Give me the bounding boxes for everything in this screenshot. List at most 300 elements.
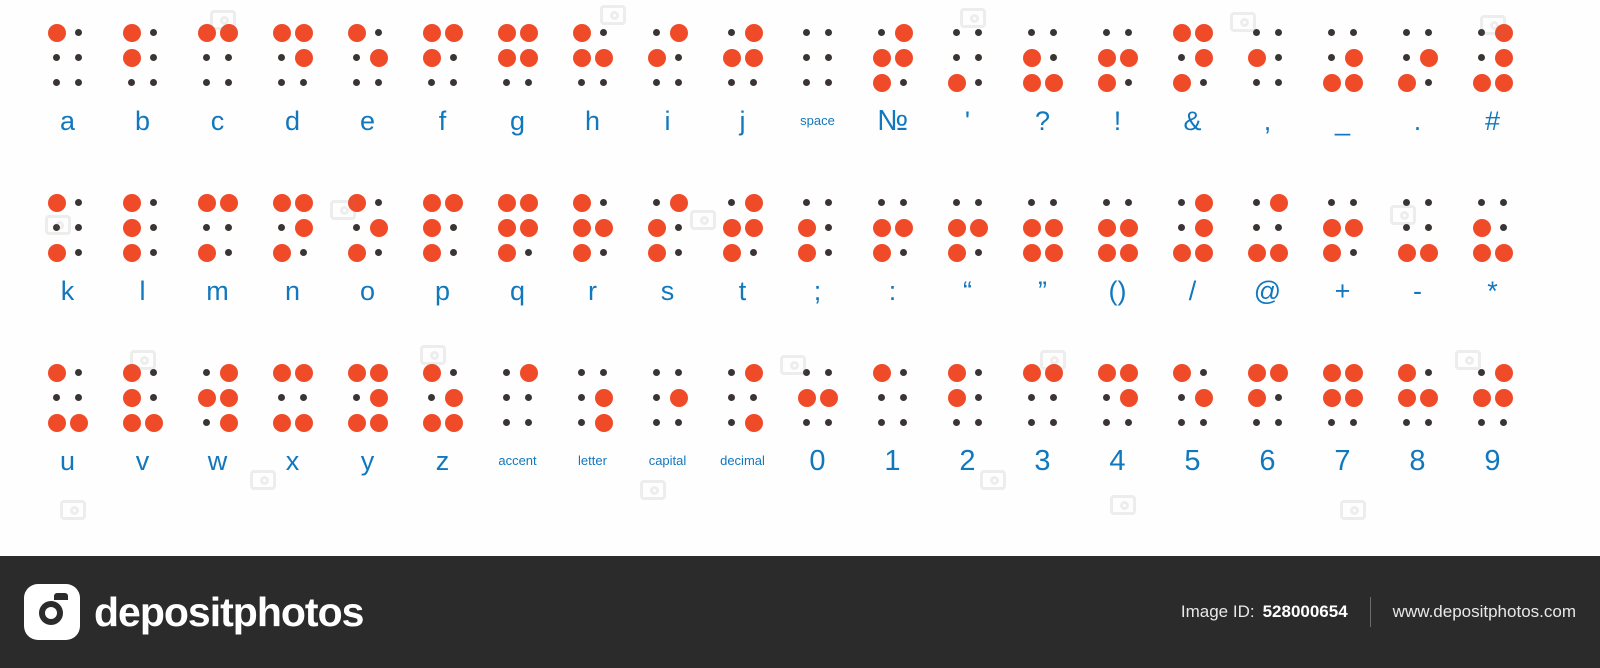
braille-dot-flat bbox=[1350, 419, 1357, 426]
braille-dot-flat bbox=[728, 419, 735, 426]
braille-cell-label: + bbox=[1334, 276, 1351, 306]
braille-dot-raised bbox=[1270, 194, 1288, 212]
braille-dot-raised bbox=[948, 219, 966, 237]
braille-cell-label: 8 bbox=[1409, 445, 1426, 477]
braille-cell-label: h bbox=[584, 106, 601, 136]
camera-icon bbox=[24, 584, 80, 640]
braille-dot-raised bbox=[123, 24, 141, 42]
braille-dot-raised bbox=[1195, 24, 1213, 42]
braille-dot-flat bbox=[203, 369, 210, 376]
braille-cell-label: 9 bbox=[1484, 445, 1501, 477]
braille-cell-label: space bbox=[800, 113, 835, 128]
braille-dot-flat bbox=[600, 29, 607, 36]
braille-dot-flat bbox=[1275, 29, 1282, 36]
braille-dot-raised bbox=[1345, 49, 1363, 67]
braille-dot-flat bbox=[1050, 54, 1057, 61]
braille-dot-raised bbox=[595, 49, 613, 67]
braille-dot-raised bbox=[370, 364, 388, 382]
braille-cell-label: & bbox=[1183, 106, 1202, 136]
braille-dot-flat bbox=[1125, 29, 1132, 36]
braille-dot-flat bbox=[75, 29, 82, 36]
braille-cell bbox=[330, 360, 405, 484]
braille-dot-raised bbox=[498, 244, 516, 262]
braille-dot-raised bbox=[1173, 364, 1191, 382]
braille-dots bbox=[46, 190, 90, 268]
braille-cell bbox=[1005, 190, 1080, 314]
braille-cell bbox=[705, 190, 780, 314]
braille-dot-flat bbox=[1028, 29, 1035, 36]
braille-dot-flat bbox=[150, 29, 157, 36]
braille-dot-raised bbox=[123, 244, 141, 262]
braille-dot-raised bbox=[273, 364, 291, 382]
braille-dot-flat bbox=[975, 199, 982, 206]
braille-dot-raised bbox=[1270, 364, 1288, 382]
braille-dot-raised bbox=[48, 414, 66, 432]
braille-dot-flat bbox=[150, 394, 157, 401]
braille-dot-raised bbox=[1098, 219, 1116, 237]
braille-dot-flat bbox=[1200, 369, 1207, 376]
braille-dot-raised bbox=[798, 244, 816, 262]
braille-dot-raised bbox=[723, 244, 741, 262]
braille-dot-raised bbox=[273, 414, 291, 432]
braille-dot-raised bbox=[1098, 49, 1116, 67]
braille-dot-flat bbox=[525, 419, 532, 426]
braille-dot-raised bbox=[220, 414, 238, 432]
braille-dot-raised bbox=[1023, 49, 1041, 67]
braille-dot-flat bbox=[1178, 199, 1185, 206]
braille-dot-raised bbox=[1473, 74, 1491, 92]
braille-dot-raised bbox=[873, 219, 891, 237]
braille-cell bbox=[1380, 360, 1455, 484]
braille-dot-raised bbox=[198, 244, 216, 262]
braille-cell-label: capital bbox=[648, 453, 687, 468]
site-url: www.depositphotos.com bbox=[1392, 602, 1576, 621]
braille-dots bbox=[1021, 20, 1065, 98]
braille-dot-flat bbox=[150, 199, 157, 206]
braille-dot-raised bbox=[348, 364, 366, 382]
braille-dots bbox=[646, 20, 690, 98]
braille-dot-flat bbox=[1403, 199, 1410, 206]
braille-cell bbox=[1230, 20, 1305, 144]
braille-dot-raised bbox=[423, 244, 441, 262]
braille-cell-label: # bbox=[1484, 106, 1501, 136]
braille-dot-flat bbox=[653, 419, 660, 426]
braille-dot-raised bbox=[1045, 219, 1063, 237]
braille-dot-raised bbox=[445, 414, 463, 432]
braille-dot-flat bbox=[128, 79, 135, 86]
braille-cell bbox=[1080, 20, 1155, 144]
braille-cell-label: g bbox=[509, 106, 526, 136]
braille-dot-flat bbox=[1478, 29, 1485, 36]
braille-dots bbox=[646, 190, 690, 268]
braille-cell bbox=[1380, 190, 1455, 314]
braille-cell bbox=[930, 20, 1005, 144]
braille-dot-flat bbox=[1125, 199, 1132, 206]
braille-dot-raised bbox=[1495, 74, 1513, 92]
braille-cell bbox=[780, 360, 855, 484]
braille-dot-raised bbox=[948, 244, 966, 262]
braille-dot-flat bbox=[1103, 394, 1110, 401]
braille-dot-raised bbox=[1195, 219, 1213, 237]
braille-dot-raised bbox=[1473, 389, 1491, 407]
braille-dot-flat bbox=[600, 369, 607, 376]
braille-dot-flat bbox=[1178, 419, 1185, 426]
braille-dot-raised bbox=[1420, 244, 1438, 262]
braille-dot-flat bbox=[225, 54, 232, 61]
braille-cell-label: ? bbox=[1034, 106, 1051, 136]
braille-dots bbox=[946, 20, 990, 98]
braille-dot-raised bbox=[745, 24, 763, 42]
braille-dot-raised bbox=[1195, 194, 1213, 212]
braille-dot-flat bbox=[150, 249, 157, 256]
braille-dots bbox=[946, 360, 990, 438]
braille-cell bbox=[1305, 190, 1380, 314]
braille-cell-label: ” bbox=[1038, 276, 1047, 306]
braille-dots bbox=[496, 360, 540, 438]
braille-dot-flat bbox=[975, 394, 982, 401]
braille-cell bbox=[630, 190, 705, 314]
braille-cell-label: 0 bbox=[809, 445, 826, 477]
braille-cell-label: / bbox=[1188, 276, 1197, 306]
braille-dot-flat bbox=[825, 79, 832, 86]
braille-dot-flat bbox=[1275, 394, 1282, 401]
braille-cell bbox=[105, 360, 180, 484]
braille-dot-raised bbox=[48, 24, 66, 42]
braille-cell-label: v bbox=[135, 446, 150, 476]
braille-dot-raised bbox=[1195, 244, 1213, 262]
braille-dots bbox=[1096, 20, 1140, 98]
braille-dot-raised bbox=[1098, 74, 1116, 92]
braille-dots bbox=[1246, 20, 1290, 98]
braille-dots bbox=[646, 360, 690, 438]
braille-dot-raised bbox=[1248, 244, 1266, 262]
braille-dots bbox=[346, 360, 390, 438]
braille-dot-raised bbox=[370, 49, 388, 67]
braille-row bbox=[0, 20, 1600, 144]
braille-dot-raised bbox=[1120, 364, 1138, 382]
braille-dot-flat bbox=[1425, 79, 1432, 86]
braille-dot-flat bbox=[675, 249, 682, 256]
braille-dot-raised bbox=[1120, 219, 1138, 237]
braille-dot-flat bbox=[975, 54, 982, 61]
braille-dots bbox=[121, 190, 165, 268]
braille-dot-flat bbox=[53, 224, 60, 231]
braille-dot-flat bbox=[878, 394, 885, 401]
braille-cell bbox=[1380, 20, 1455, 144]
braille-dot-raised bbox=[1023, 74, 1041, 92]
braille-dot-raised bbox=[745, 219, 763, 237]
braille-cell bbox=[555, 190, 630, 314]
braille-dot-flat bbox=[75, 224, 82, 231]
braille-cell bbox=[1230, 360, 1305, 484]
braille-cell-label: : bbox=[888, 276, 897, 306]
braille-dots bbox=[346, 190, 390, 268]
braille-dot-flat bbox=[450, 54, 457, 61]
braille-dots bbox=[1246, 190, 1290, 268]
braille-cell bbox=[30, 190, 105, 314]
braille-dot-flat bbox=[675, 79, 682, 86]
braille-dot-raised bbox=[1248, 49, 1266, 67]
braille-dot-flat bbox=[1253, 79, 1260, 86]
braille-cell-label: j bbox=[739, 106, 746, 136]
braille-dot-raised bbox=[123, 414, 141, 432]
braille-dot-flat bbox=[1050, 394, 1057, 401]
braille-dot-flat bbox=[728, 369, 735, 376]
braille-dot-flat bbox=[1328, 199, 1335, 206]
braille-dot-flat bbox=[975, 249, 982, 256]
braille-dot-raised bbox=[745, 414, 763, 432]
braille-dot-flat bbox=[578, 79, 585, 86]
braille-dot-flat bbox=[225, 224, 232, 231]
braille-dot-raised bbox=[1098, 364, 1116, 382]
braille-cell-label: ! bbox=[1113, 106, 1122, 136]
braille-dot-flat bbox=[1425, 369, 1432, 376]
braille-dot-flat bbox=[803, 79, 810, 86]
braille-dot-flat bbox=[825, 224, 832, 231]
braille-dot-flat bbox=[975, 419, 982, 426]
braille-dot-raised bbox=[348, 194, 366, 212]
braille-dot-flat bbox=[450, 369, 457, 376]
braille-cell bbox=[105, 190, 180, 314]
braille-dot-flat bbox=[1403, 224, 1410, 231]
braille-dot-raised bbox=[873, 49, 891, 67]
braille-dot-flat bbox=[825, 199, 832, 206]
braille-cell-label: k bbox=[60, 276, 75, 306]
braille-dot-raised bbox=[573, 194, 591, 212]
braille-dot-flat bbox=[1328, 29, 1335, 36]
braille-dots bbox=[796, 190, 840, 268]
braille-dot-raised bbox=[70, 414, 88, 432]
braille-dot-raised bbox=[1345, 219, 1363, 237]
braille-dot-flat bbox=[1178, 224, 1185, 231]
braille-dot-flat bbox=[1103, 199, 1110, 206]
braille-dot-flat bbox=[578, 394, 585, 401]
braille-dot-flat bbox=[975, 29, 982, 36]
braille-cell-label: x bbox=[285, 446, 300, 476]
braille-dots bbox=[271, 360, 315, 438]
braille-dot-raised bbox=[595, 414, 613, 432]
braille-dot-raised bbox=[895, 219, 913, 237]
braille-dot-raised bbox=[948, 364, 966, 382]
braille-dot-flat bbox=[653, 79, 660, 86]
braille-cell bbox=[855, 360, 930, 484]
braille-dot-raised bbox=[1473, 219, 1491, 237]
braille-dot-flat bbox=[1478, 54, 1485, 61]
braille-cell bbox=[1005, 20, 1080, 144]
braille-dot-raised bbox=[273, 244, 291, 262]
braille-dot-flat bbox=[803, 54, 810, 61]
braille-cell bbox=[1455, 190, 1530, 314]
braille-dot-raised bbox=[745, 364, 763, 382]
braille-dot-raised bbox=[1120, 49, 1138, 67]
braille-dot-flat bbox=[353, 224, 360, 231]
braille-dot-flat bbox=[953, 199, 960, 206]
braille-cell-label: e bbox=[359, 106, 376, 136]
braille-dot-raised bbox=[498, 49, 516, 67]
braille-dot-raised bbox=[48, 194, 66, 212]
braille-dot-flat bbox=[1028, 419, 1035, 426]
braille-dot-flat bbox=[578, 419, 585, 426]
braille-dots bbox=[871, 360, 915, 438]
braille-dot-flat bbox=[1500, 224, 1507, 231]
braille-dot-raised bbox=[498, 219, 516, 237]
braille-dots bbox=[346, 20, 390, 98]
braille-dot-flat bbox=[600, 199, 607, 206]
braille-dot-raised bbox=[423, 24, 441, 42]
braille-dot-raised bbox=[1248, 389, 1266, 407]
watermark-camera-icon bbox=[60, 500, 86, 520]
braille-dot-flat bbox=[1425, 29, 1432, 36]
braille-dot-flat bbox=[953, 29, 960, 36]
footer-meta bbox=[1181, 597, 1576, 627]
braille-dot-raised bbox=[123, 219, 141, 237]
braille-dot-raised bbox=[1195, 389, 1213, 407]
braille-dot-flat bbox=[1125, 79, 1132, 86]
braille-dot-raised bbox=[198, 389, 216, 407]
braille-dots bbox=[271, 20, 315, 98]
braille-dot-raised bbox=[520, 24, 538, 42]
braille-dot-raised bbox=[820, 389, 838, 407]
braille-dot-flat bbox=[428, 394, 435, 401]
braille-dot-raised bbox=[670, 389, 688, 407]
braille-cell-label: i bbox=[664, 106, 671, 136]
braille-dot-raised bbox=[1323, 244, 1341, 262]
braille-dots bbox=[1471, 20, 1515, 98]
braille-dots bbox=[946, 190, 990, 268]
braille-dot-flat bbox=[600, 79, 607, 86]
braille-dots bbox=[1321, 360, 1365, 438]
braille-dots bbox=[1471, 360, 1515, 438]
brand-name: depositphotos bbox=[94, 588, 364, 635]
braille-dot-raised bbox=[745, 49, 763, 67]
braille-dot-flat bbox=[150, 369, 157, 376]
braille-dot-raised bbox=[445, 389, 463, 407]
braille-dot-flat bbox=[1275, 224, 1282, 231]
braille-dots bbox=[196, 20, 240, 98]
braille-dot-flat bbox=[150, 79, 157, 86]
braille-cell-label: q bbox=[509, 276, 526, 306]
braille-dot-raised bbox=[295, 24, 313, 42]
braille-dot-flat bbox=[278, 224, 285, 231]
braille-dot-flat bbox=[375, 29, 382, 36]
braille-cell-label: d bbox=[284, 106, 301, 136]
braille-dot-raised bbox=[220, 24, 238, 42]
braille-dots bbox=[1396, 190, 1440, 268]
braille-dot-raised bbox=[123, 49, 141, 67]
braille-cell bbox=[255, 190, 330, 314]
braille-dot-raised bbox=[295, 219, 313, 237]
braille-dot-flat bbox=[1028, 394, 1035, 401]
braille-dots bbox=[796, 360, 840, 438]
braille-dot-raised bbox=[423, 364, 441, 382]
braille-cell bbox=[30, 360, 105, 484]
braille-cell bbox=[480, 20, 555, 144]
braille-cell-label: y bbox=[360, 446, 375, 476]
braille-dots bbox=[721, 360, 765, 438]
braille-dot-raised bbox=[723, 49, 741, 67]
braille-dots bbox=[571, 20, 615, 98]
braille-cell bbox=[1455, 360, 1530, 484]
braille-dot-raised bbox=[1345, 364, 1363, 382]
braille-dot-flat bbox=[150, 54, 157, 61]
braille-dot-raised bbox=[370, 219, 388, 237]
braille-cell bbox=[1230, 190, 1305, 314]
braille-dot-raised bbox=[445, 194, 463, 212]
braille-cell-label: b bbox=[134, 106, 151, 136]
braille-dot-flat bbox=[1275, 419, 1282, 426]
braille-cell bbox=[1080, 360, 1155, 484]
braille-dot-flat bbox=[878, 199, 885, 206]
braille-dot-raised bbox=[220, 194, 238, 212]
braille-dot-flat bbox=[450, 79, 457, 86]
braille-dots bbox=[496, 20, 540, 98]
braille-dot-flat bbox=[428, 79, 435, 86]
braille-cell bbox=[180, 190, 255, 314]
braille-cell-label: 6 bbox=[1259, 445, 1276, 477]
braille-cell bbox=[330, 190, 405, 314]
braille-dot-flat bbox=[900, 79, 907, 86]
braille-dot-flat bbox=[278, 394, 285, 401]
braille-cell-label: “ bbox=[963, 276, 972, 306]
braille-cell-label: l bbox=[139, 276, 146, 306]
braille-dot-flat bbox=[953, 419, 960, 426]
braille-dot-flat bbox=[450, 224, 457, 231]
braille-dot-raised bbox=[1098, 244, 1116, 262]
braille-dot-raised bbox=[423, 219, 441, 237]
braille-dot-flat bbox=[225, 249, 232, 256]
watermark-footer bbox=[0, 556, 1600, 668]
braille-dot-flat bbox=[503, 419, 510, 426]
braille-cell-label: o bbox=[359, 276, 376, 306]
braille-dots bbox=[1096, 190, 1140, 268]
braille-cell-label: 2 bbox=[959, 445, 976, 477]
braille-dot-raised bbox=[873, 74, 891, 92]
braille-dot-raised bbox=[648, 219, 666, 237]
braille-dot-flat bbox=[803, 369, 810, 376]
braille-dot-raised bbox=[745, 194, 763, 212]
braille-dot-raised bbox=[1420, 49, 1438, 67]
braille-dot-raised bbox=[423, 194, 441, 212]
braille-dot-raised bbox=[1023, 364, 1041, 382]
braille-dot-raised bbox=[1173, 244, 1191, 262]
braille-dot-flat bbox=[278, 54, 285, 61]
watermark-camera-icon bbox=[1340, 500, 1366, 520]
braille-dot-raised bbox=[370, 389, 388, 407]
braille-dots bbox=[1171, 20, 1215, 98]
braille-dot-flat bbox=[728, 29, 735, 36]
braille-cell bbox=[480, 360, 555, 484]
braille-dot-flat bbox=[1125, 419, 1132, 426]
braille-cell-label: 7 bbox=[1334, 445, 1351, 477]
braille-dot-flat bbox=[803, 29, 810, 36]
braille-dot-flat bbox=[750, 79, 757, 86]
braille-dots bbox=[871, 20, 915, 98]
braille-dot-flat bbox=[53, 79, 60, 86]
braille-dot-flat bbox=[300, 249, 307, 256]
braille-dot-flat bbox=[1500, 419, 1507, 426]
braille-cell bbox=[780, 20, 855, 144]
braille-dot-flat bbox=[225, 79, 232, 86]
braille-dot-flat bbox=[1178, 394, 1185, 401]
braille-dot-flat bbox=[953, 54, 960, 61]
braille-dot-raised bbox=[1023, 219, 1041, 237]
braille-cell bbox=[180, 20, 255, 144]
braille-dot-raised bbox=[1173, 24, 1191, 42]
braille-dot-raised bbox=[798, 219, 816, 237]
braille-dot-raised bbox=[348, 414, 366, 432]
braille-cell-label: 5 bbox=[1184, 445, 1201, 477]
braille-dot-flat bbox=[1328, 419, 1335, 426]
